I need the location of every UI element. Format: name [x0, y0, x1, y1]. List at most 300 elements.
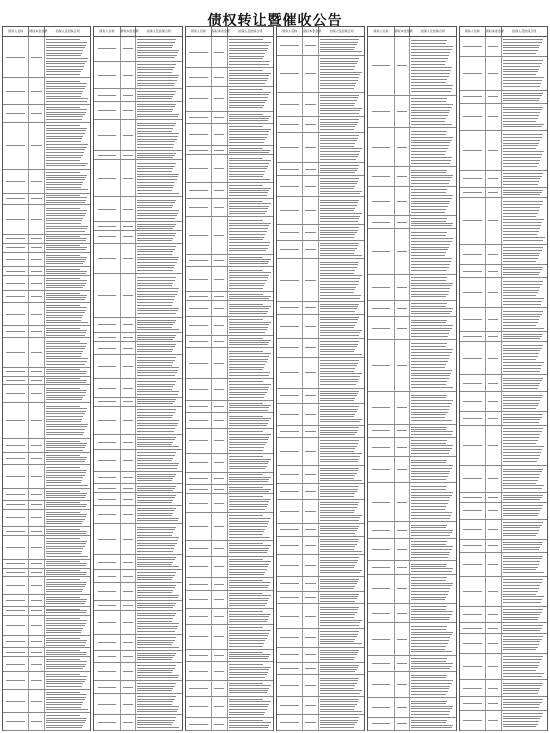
text-line — [397, 707, 407, 708]
debtor-cell — [94, 160, 120, 196]
text-line — [46, 322, 88, 323]
text-line — [229, 487, 264, 488]
text-line — [320, 216, 360, 217]
text-line — [411, 88, 452, 89]
table-row — [277, 389, 364, 404]
amount-cell — [121, 484, 137, 492]
table-row — [94, 524, 181, 555]
table-row — [94, 197, 181, 222]
text-line — [137, 575, 174, 576]
text-line — [229, 572, 266, 573]
text-line — [320, 165, 359, 166]
amount-cell — [395, 539, 411, 561]
text-line — [229, 672, 268, 673]
text-line — [137, 551, 173, 552]
text-line — [320, 549, 354, 550]
text-line — [411, 468, 451, 469]
text-line — [214, 77, 224, 78]
text-line — [411, 346, 445, 347]
text-line — [46, 55, 81, 56]
debtor-cell — [277, 648, 303, 662]
text-line — [189, 98, 208, 99]
amount-cell — [121, 651, 137, 662]
text-line — [411, 417, 445, 418]
text-line — [229, 206, 270, 207]
text-line — [411, 148, 447, 149]
text-line — [320, 473, 357, 474]
text-line — [503, 724, 538, 725]
text-line — [320, 363, 358, 364]
text-line — [46, 179, 85, 180]
table-row — [3, 672, 90, 690]
text-line — [137, 116, 178, 117]
guarantee-cell — [45, 439, 90, 453]
text-line — [229, 658, 268, 659]
guarantee-cell — [502, 466, 547, 492]
text-line — [98, 110, 117, 111]
table-row — [186, 485, 273, 494]
text-line — [503, 530, 539, 531]
text-line — [320, 551, 362, 552]
text-line — [397, 613, 407, 614]
amount-cell — [395, 167, 411, 186]
text-line — [46, 147, 87, 148]
text-line — [320, 636, 357, 637]
text-line — [503, 499, 541, 500]
table-panel — [93, 26, 182, 731]
text-line — [46, 210, 87, 211]
text-line — [214, 616, 224, 617]
text-line — [137, 139, 176, 140]
table-row — [186, 112, 273, 124]
text-line — [503, 216, 537, 217]
table-header — [368, 27, 455, 37]
text-line — [320, 393, 358, 394]
debtor-cell — [460, 57, 486, 90]
text-line — [503, 176, 542, 177]
guarantee-cell — [319, 93, 364, 117]
text-line — [46, 353, 82, 354]
text-line — [463, 564, 482, 565]
text-line — [320, 456, 360, 457]
guarantee-cell — [228, 591, 273, 609]
text-line — [503, 561, 541, 562]
guarantee-cell — [502, 577, 547, 606]
text-line — [305, 529, 315, 530]
text-line — [229, 405, 271, 406]
text-line — [372, 365, 391, 366]
guarantee-cell — [228, 513, 273, 540]
text-line — [46, 591, 82, 592]
table-row — [368, 96, 455, 129]
text-line — [503, 69, 539, 70]
text-line — [6, 238, 25, 239]
guarantee-cell — [228, 146, 273, 154]
text-line — [229, 285, 265, 286]
debtor-cell — [460, 375, 486, 391]
text-line — [503, 667, 538, 668]
amount-cell — [29, 607, 45, 615]
text-line — [229, 369, 263, 370]
text-line — [46, 485, 88, 486]
debtor-cell — [277, 389, 303, 403]
text-line — [137, 597, 178, 598]
table-header — [186, 27, 273, 37]
text-line — [411, 192, 445, 193]
guarantee-cell — [136, 355, 181, 379]
text-line — [503, 704, 541, 705]
text-line — [320, 706, 356, 707]
amount-cell — [121, 506, 137, 524]
debtor-cell — [186, 650, 212, 661]
text-line — [229, 364, 266, 365]
text-line — [46, 388, 80, 389]
text-line — [503, 115, 539, 116]
text-line — [229, 78, 268, 79]
text-line — [137, 490, 173, 491]
table-row — [460, 426, 547, 466]
text-line — [229, 142, 265, 143]
amount-cell — [395, 317, 411, 339]
text-line — [411, 76, 448, 77]
text-line — [463, 73, 482, 74]
debtor-cell — [368, 561, 394, 573]
text-line — [229, 188, 271, 189]
debtor-cell — [94, 89, 120, 100]
text-line — [46, 467, 80, 468]
text-line — [98, 401, 117, 402]
text-line — [137, 613, 176, 614]
text-line — [503, 322, 538, 323]
text-line — [229, 420, 270, 421]
text-line — [503, 434, 541, 435]
text-line — [372, 530, 391, 531]
amount-cell — [121, 715, 137, 729]
text-line — [229, 574, 265, 575]
text-line — [98, 236, 117, 237]
text-line — [229, 356, 270, 357]
text-line — [503, 395, 543, 396]
amount-cell — [303, 302, 319, 313]
text-line — [320, 344, 358, 345]
table-row — [186, 578, 273, 590]
amount-cell — [303, 484, 319, 498]
debtor-cell — [186, 591, 212, 609]
text-line — [46, 715, 80, 716]
text-line — [320, 69, 354, 70]
text-line — [137, 346, 174, 347]
text-line — [137, 592, 172, 593]
text-line — [137, 249, 174, 250]
text-line — [488, 292, 498, 293]
text-line — [411, 527, 445, 528]
amount-cell — [29, 527, 45, 535]
text-line — [488, 703, 498, 704]
text-line — [411, 594, 447, 595]
table-row — [94, 601, 181, 610]
table-row — [94, 355, 181, 380]
text-line — [503, 368, 542, 369]
guarantee-cell — [319, 302, 364, 313]
table-row — [460, 680, 547, 697]
guarantee-cell — [410, 539, 455, 561]
debtor-cell — [368, 128, 394, 166]
text-line — [46, 551, 82, 552]
text-line — [229, 720, 264, 721]
text-line — [137, 251, 173, 252]
text-line — [6, 271, 25, 272]
text-line — [98, 642, 117, 643]
table-row — [368, 425, 455, 438]
text-line — [46, 213, 86, 214]
table-row — [3, 37, 90, 78]
text-line — [411, 221, 445, 222]
text-line — [320, 657, 356, 658]
text-line — [411, 154, 445, 155]
text-line — [411, 195, 453, 196]
text-line — [320, 119, 359, 120]
text-line — [229, 580, 264, 581]
text-line — [137, 270, 173, 271]
text-line — [123, 258, 133, 259]
text-line — [137, 510, 174, 511]
text-line — [320, 446, 357, 447]
text-line — [411, 658, 447, 659]
text-line — [137, 520, 178, 521]
guarantee-cell — [410, 275, 455, 300]
guarantee-cell — [410, 522, 455, 537]
table-header — [277, 27, 364, 37]
text-line — [320, 61, 358, 62]
text-line — [488, 720, 498, 721]
table-row — [186, 155, 273, 183]
text-line — [137, 513, 173, 514]
text-line — [411, 680, 453, 681]
table-panel — [367, 26, 456, 731]
creditor-table-grid — [2, 26, 548, 731]
table-row — [3, 368, 90, 377]
text-line — [6, 610, 25, 611]
guarantee-cell — [136, 570, 181, 581]
text-line — [411, 328, 451, 329]
text-line — [123, 591, 133, 592]
debtor-cell — [3, 368, 29, 376]
text-line — [411, 431, 453, 432]
debtor-cell — [3, 303, 29, 326]
table-row — [277, 604, 364, 629]
text-line — [137, 147, 173, 148]
text-line — [280, 169, 299, 170]
guarantee-cell — [502, 697, 547, 709]
guarantee-cell — [228, 292, 273, 300]
table-row — [368, 37, 455, 96]
text-line — [46, 659, 80, 660]
debtor-cell — [186, 146, 212, 154]
text-line — [320, 724, 356, 725]
amount-cell — [303, 675, 319, 696]
amount-cell — [486, 466, 502, 492]
table-row — [3, 338, 90, 368]
text-line — [397, 723, 407, 724]
amount-cell — [486, 426, 502, 465]
text-line — [320, 191, 362, 192]
text-line — [6, 259, 25, 260]
text-line — [411, 720, 447, 721]
text-line — [503, 630, 541, 631]
text-line — [98, 477, 117, 478]
guarantee-cell — [136, 379, 181, 397]
guarantee-cell — [502, 278, 547, 307]
debtor-cell — [460, 131, 486, 170]
text-line — [229, 627, 264, 628]
table-row — [94, 398, 181, 407]
text-line — [372, 201, 391, 202]
table-row — [3, 713, 90, 731]
text-line — [189, 724, 208, 725]
text-line — [229, 245, 269, 246]
table-row — [186, 718, 273, 730]
text-line — [46, 96, 81, 97]
debtor-cell — [94, 681, 120, 692]
guarantee-cell — [136, 274, 181, 316]
table-row — [460, 711, 547, 731]
text-line — [46, 533, 86, 534]
text-line — [411, 577, 447, 578]
text-line — [503, 74, 537, 75]
text-line — [6, 331, 25, 332]
text-line — [320, 560, 358, 561]
text-line — [372, 430, 391, 431]
text-line — [6, 57, 25, 58]
guarantee-cell — [136, 493, 181, 504]
text-line — [503, 535, 537, 536]
amount-cell — [303, 339, 319, 357]
text-line — [320, 432, 357, 433]
text-line — [372, 639, 391, 640]
amount-cell — [29, 501, 45, 509]
text-line — [503, 86, 540, 87]
text-line — [503, 542, 543, 543]
text-line — [320, 193, 360, 194]
debtor-cell — [277, 466, 303, 484]
text-line — [503, 359, 537, 360]
table-row — [460, 131, 547, 171]
debtor-cell — [186, 697, 212, 718]
text-line — [229, 442, 267, 443]
text-line — [411, 308, 453, 309]
text-line — [397, 201, 407, 202]
text-line — [189, 706, 208, 707]
text-line — [46, 424, 88, 425]
text-line — [320, 243, 359, 244]
text-line — [137, 308, 179, 309]
text-line — [411, 241, 451, 242]
debtor-cell — [277, 133, 303, 163]
debtor-cell — [94, 398, 120, 406]
guarantee-cell — [319, 259, 364, 301]
text-line — [229, 550, 268, 551]
text-line — [189, 52, 208, 53]
text-line — [503, 431, 542, 432]
text-line — [411, 247, 449, 248]
text-line — [503, 274, 539, 275]
guarantee-cell — [319, 37, 364, 55]
text-line — [463, 628, 482, 629]
text-line — [137, 349, 173, 350]
text-line — [137, 365, 172, 366]
text-line — [463, 666, 482, 667]
text-line — [229, 669, 270, 670]
guarantee-cell — [502, 680, 547, 696]
text-line — [503, 151, 544, 152]
amount-cell — [395, 229, 411, 274]
amount-cell — [486, 553, 502, 575]
text-line — [46, 718, 87, 719]
table-row — [3, 170, 90, 194]
text-line — [411, 277, 447, 278]
text-line — [229, 461, 270, 462]
text-line — [372, 613, 391, 614]
text-line — [46, 538, 80, 539]
text-line — [411, 110, 450, 111]
text-line — [320, 248, 357, 249]
text-line — [397, 430, 407, 431]
text-line — [503, 380, 542, 381]
text-line — [46, 112, 86, 113]
text-line — [31, 652, 41, 653]
text-line — [503, 98, 541, 99]
text-line — [305, 545, 315, 546]
table-row — [94, 715, 181, 730]
table-row — [460, 332, 547, 342]
text-line — [320, 711, 362, 712]
table-row — [460, 654, 547, 681]
text-line — [280, 210, 299, 211]
table-row — [186, 336, 273, 348]
text-line — [411, 98, 447, 99]
guarantee-cell — [319, 484, 364, 498]
text-line — [229, 523, 268, 524]
amount-cell — [121, 681, 137, 692]
amount-cell — [212, 609, 228, 624]
text-line — [503, 228, 540, 229]
text-line — [411, 61, 446, 62]
text-line — [411, 367, 445, 368]
text-line — [31, 517, 41, 518]
text-line — [397, 663, 407, 664]
debtor-cell — [186, 473, 212, 484]
text-line — [6, 296, 25, 297]
guarantee-cell — [319, 56, 364, 92]
table-panel — [2, 26, 91, 731]
table-row — [277, 675, 364, 697]
text-line — [189, 503, 208, 504]
text-line — [503, 45, 541, 46]
text-line — [503, 508, 542, 509]
table-row — [460, 91, 547, 104]
text-line — [46, 450, 83, 451]
text-line — [137, 187, 173, 188]
table-row — [3, 123, 90, 170]
text-line — [46, 116, 83, 117]
table-row — [94, 62, 181, 90]
text-line — [31, 314, 41, 315]
text-line — [229, 496, 264, 497]
text-line — [411, 218, 447, 219]
amount-cell — [395, 96, 411, 128]
text-line — [98, 155, 117, 156]
text-line — [320, 278, 360, 279]
